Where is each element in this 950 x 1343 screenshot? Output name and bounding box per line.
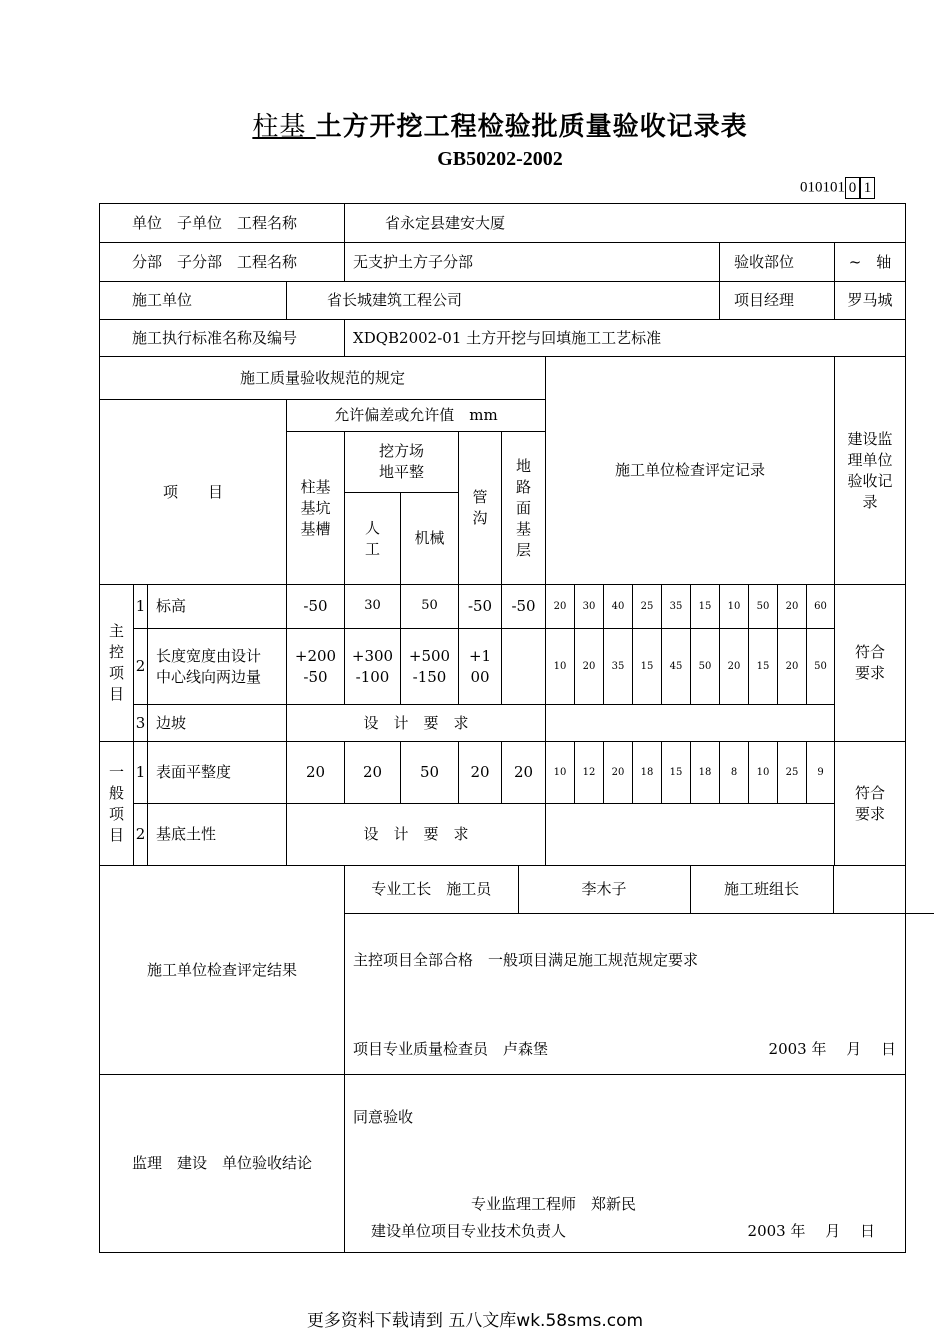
design-requirement: 设 计 要 求 [287,804,546,866]
col-manual-header: 人 工 [345,493,401,585]
code-box: 1 [860,177,875,199]
supervisor-result-body [345,1075,906,1253]
owner-representative: 建设单位项目专业技术负责人 [371,1222,567,1240]
col-pit-header: 柱基 基坑 基槽 [287,432,345,585]
exec-standard-label: 施工执行标准名称及编号 [100,320,345,357]
main-control-label: 主 控 项 目 [100,585,134,742]
check-value: 25 [778,742,807,804]
item-no: 1 [134,585,148,629]
col-field-header: 挖方场 地平整 [345,432,459,493]
value-pit: -50 [287,585,345,629]
quality-inspector: 项目专业质量检查员 卢森堡 [353,1039,549,1058]
check-value: 20 [720,629,749,705]
team-leader-value [833,866,934,913]
check-value: 30 [575,585,604,629]
empty-cell [546,804,835,866]
item-no: 3 [134,705,148,742]
contractor-label: 施工单位 [100,282,287,320]
check-value: 20 [778,629,807,705]
col-road-header: 地 路 面 基 层 [502,432,546,585]
table-row [100,585,906,629]
form-title [0,106,950,143]
exec-standard-value: XDQB2002-01 土方开挖与回填施工工艺标准 [345,320,906,357]
check-value: 20 [604,742,633,804]
manager-label: 项目经理 [720,282,835,320]
col-pipe-header: 管 沟 [459,432,502,585]
check-value: 15 [749,629,778,705]
check-value: 12 [575,742,604,804]
check-value: 20 [778,585,807,629]
check-value: 20 [546,585,575,629]
item-name: 基底土性 [148,804,287,866]
main-control-result: 符合 要求 [835,585,906,742]
spec-header: 施工质量验收规范的规定 [100,357,546,400]
value-pit: 20 [287,742,345,804]
title-underlined: 柱基 [252,112,316,142]
check-value: 60 [807,585,835,629]
value-machine: +500 -150 [401,629,459,705]
value-pipe: 20 [459,742,502,804]
supervisor-engineer: 专业监理工程师 郑新民 [471,1195,637,1213]
contractor-value: 省长城建筑工程公司 [287,282,720,320]
general-result: 符合 要求 [835,742,906,866]
title-main: 土方开挖工程检验批质量验收记录表 [315,112,748,142]
check-value: 9 [807,742,835,804]
sub-name-label: 分部 子分部 工程名称 [100,243,345,282]
table-row [100,742,906,804]
standard-code: GB50202-2002 [437,148,563,170]
value-road: 20 [502,742,546,804]
value-manual: +300 -100 [345,629,401,705]
item-name: 表面平整度 [148,742,287,804]
check-value: 20 [575,629,604,705]
value-road: -50 [502,585,546,629]
sub-name-value: 无支护土方子分部 [345,243,720,282]
check-value: 10 [720,585,749,629]
unit-name-value: 省永定县建安大厦 [345,204,906,243]
table-row [100,629,906,705]
value-road [502,629,546,705]
item-header: 项 目 [100,400,287,585]
item-no: 1 [134,742,148,804]
supervisor-date: 2003 年 月 日 [747,1222,876,1240]
value-pit: +200 -50 [287,629,345,705]
check-value: 25 [633,585,662,629]
check-value: 50 [749,585,778,629]
check-value: 18 [691,742,720,804]
item-name: 边坡 [148,705,287,742]
footer-link[interactable]: 更多资料下载请到 五八文库wk.58sms.com [306,1311,644,1331]
check-value: 10 [546,629,575,705]
value-pipe: -50 [459,585,502,629]
supervisor-conclusion: 同意验收 [353,1108,414,1126]
supervisor-accept-header: 建设监 理单位 验收记 录 [835,357,906,585]
check-value: 18 [633,742,662,804]
tolerance-header: 允许偏差或允许值 mm [287,400,546,432]
table-row [100,804,906,866]
item-name: 长度宽度由设计 中心线向两边量 [148,629,287,705]
empty-cell [546,705,835,742]
unit-name-label: 单位 子单位 工程名称 [100,204,345,243]
location-value: ~ 轴 [835,243,906,282]
team-leader-label: 施工班组长 [690,866,833,913]
check-value: 40 [604,585,633,629]
general-label: 一 般 项 目 [100,742,134,866]
check-value: 15 [633,629,662,705]
inspection-form [99,203,906,1253]
contractor-conclusion: 主控项目全部合格 一般项目满足施工规范规定要求 [353,950,699,969]
foreman-value: 李木子 [518,866,690,913]
value-machine: 50 [401,585,459,629]
check-value: 45 [662,629,691,705]
value-pipe: +1 00 [459,629,502,705]
check-value: 8 [720,742,749,804]
check-value: 35 [604,629,633,705]
design-requirement: 设 计 要 求 [287,705,546,742]
form-number: 010101 0 1 [800,177,875,199]
foreman-label: 专业工长 施工员 [345,866,518,913]
manager-value: 罗马城 [835,282,906,320]
col-machine-header: 机械 [401,493,459,585]
contractor-date: 2003 年 月 日 [768,1039,897,1058]
table-row [100,705,906,742]
location-label: 验收部位 [720,243,835,282]
check-value: 35 [662,585,691,629]
check-value: 10 [749,742,778,804]
code-box: 0 [845,177,860,199]
item-name: 标高 [148,585,287,629]
item-no: 2 [134,629,148,705]
check-value: 15 [662,742,691,804]
contractor-result-inner [345,866,934,1074]
value-machine: 50 [401,742,459,804]
check-value: 15 [691,585,720,629]
contractor-result-body [345,866,906,1075]
value-manual: 20 [345,742,401,804]
check-value: 50 [691,629,720,705]
contractor-record-header: 施工单位检查评定记录 [546,357,835,585]
contractor-result-label: 施工单位检查评定结果 [100,866,345,1075]
value-manual: 30 [345,585,401,629]
check-value: 50 [807,629,835,705]
supervisor-result-label: 监理 建设 单位验收结论 [100,1075,345,1253]
item-no: 2 [134,804,148,866]
check-value: 10 [546,742,575,804]
